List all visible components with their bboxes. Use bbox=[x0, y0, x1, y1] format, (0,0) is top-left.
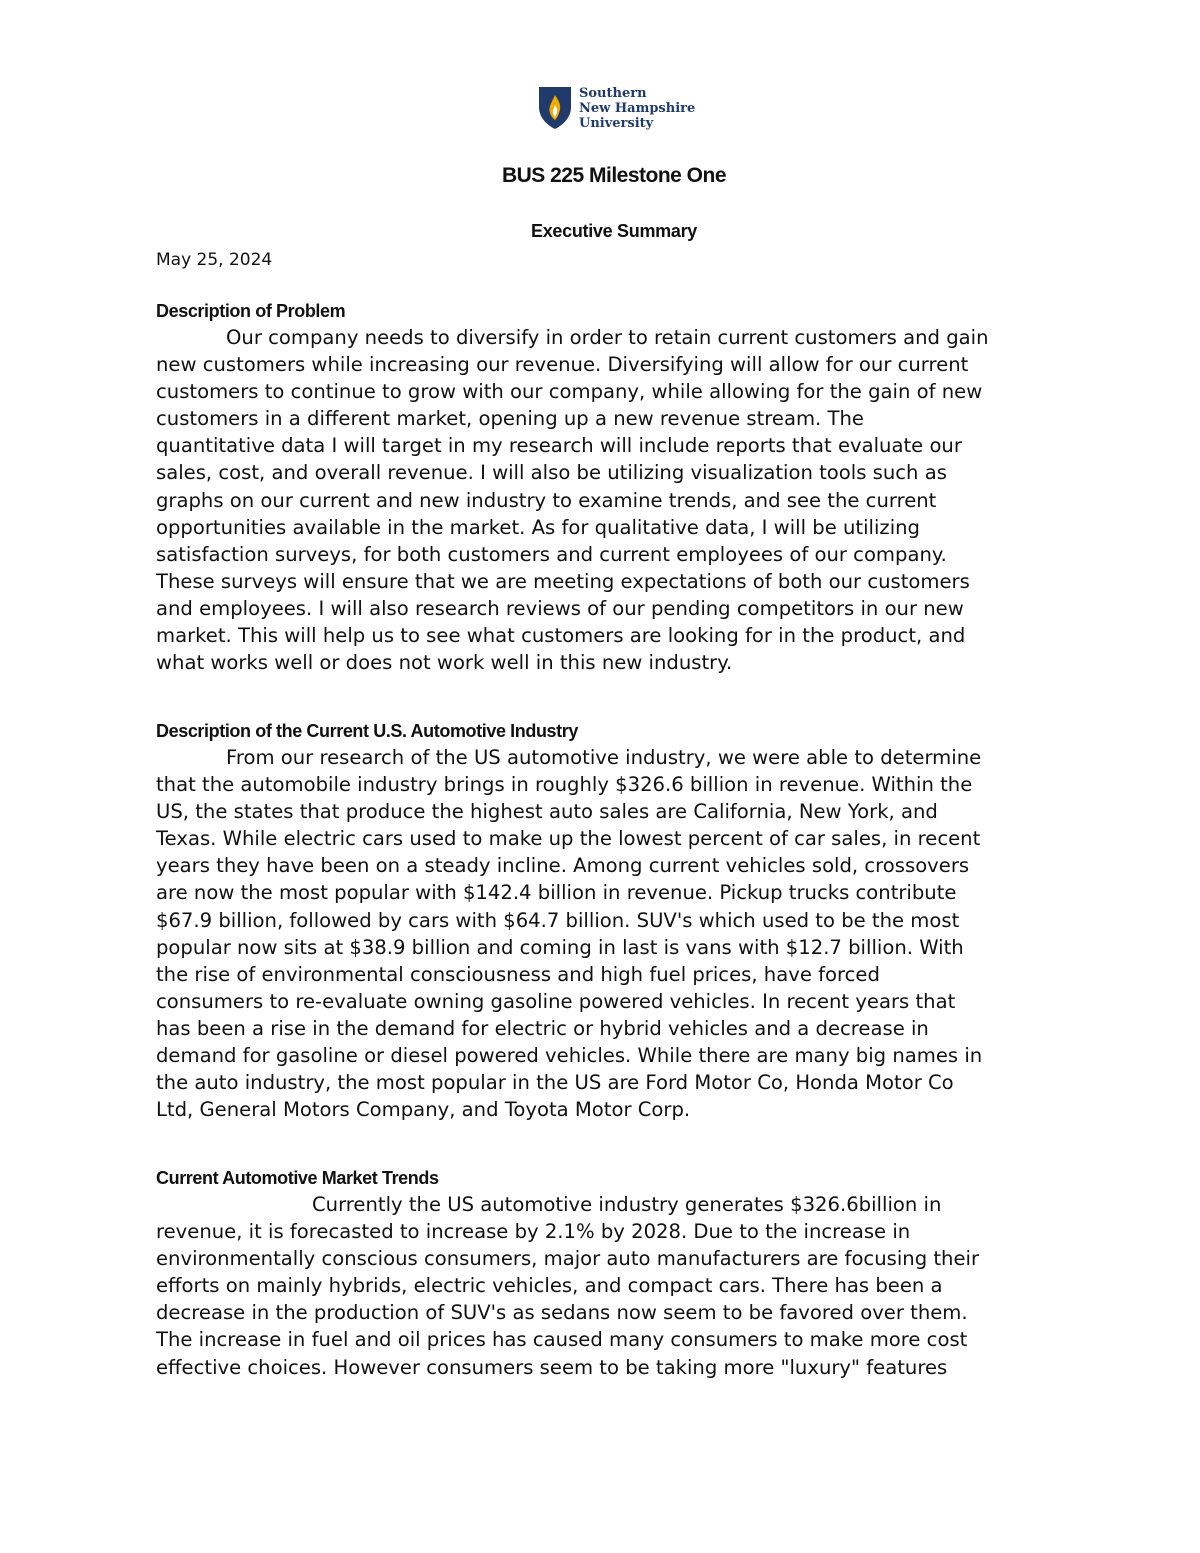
paragraph-line: what works well or does not work well in this new industry. bbox=[156, 651, 733, 675]
section-body-problem bbox=[156, 324, 1076, 676]
logo-line-2: New Hampshire bbox=[579, 100, 696, 116]
document-title: BUS 225 Milestone One bbox=[501, 164, 727, 187]
paragraph-line: customers to continue to grow with our company, while allowing for the gain of new bbox=[156, 380, 983, 404]
paragraph-line: These surveys will ensure that we are meeting expectations of both our customers bbox=[156, 569, 970, 593]
paragraph-line: decrease in the production of SUV's as sedans now seem to be favored over them. bbox=[156, 1301, 968, 1325]
paragraph-line: The increase in fuel and oil prices has caused many consumers to make more cost bbox=[156, 1328, 968, 1352]
paragraph-line: that the automobile industry brings in roughly $326.6 billion in revenue. Within the bbox=[156, 773, 973, 797]
paragraph-line: effective choices. However consumers seem to be taking more "luxury" features bbox=[156, 1355, 948, 1379]
document-date: May 25, 2024 bbox=[156, 250, 273, 270]
paragraph-line: efforts on mainly hybrids, electric vehicles, and compact cars. There has been a bbox=[156, 1274, 943, 1298]
paragraph-line: demand for gasoline or diesel powered vehicles. While there are many big names in bbox=[156, 1044, 983, 1068]
paragraph-line: satisfaction surveys, for both customers and current employees of our company. bbox=[156, 542, 947, 566]
section-body-industry bbox=[156, 744, 1076, 1123]
paragraph-line: years they have been on a steady incline. Among current vehicles sold, crossovers bbox=[156, 854, 970, 878]
paragraph-line: $67.9 billion, followed by cars with $64.7 billion. SUV's which used to be the most bbox=[156, 908, 960, 932]
paragraph-line: consumers to re-evaluate owning gasoline powered vehicles. In recent years that bbox=[156, 989, 956, 1013]
paragraph-line: the auto industry, the most popular in the US are Ford Motor Co, Honda Motor Co bbox=[156, 1071, 954, 1095]
paragraph-line: Ltd, General Motors Company, and Toyota Motor Corp. bbox=[156, 1098, 691, 1122]
paragraph-line: quantitative data I will target in my research will include reports that evaluate our bbox=[156, 434, 962, 458]
paragraph-line: market. This will help us to see what customers are looking for in the product, and bbox=[156, 624, 966, 648]
paragraph-line: graphs on our current and new industry to examine trends, and see the current bbox=[156, 488, 937, 512]
section-heading-problem: Description of Problem bbox=[156, 301, 346, 321]
section-heading-industry: Description of the Current U.S. Automotive Industry bbox=[156, 721, 578, 741]
university-logo bbox=[537, 85, 695, 131]
paragraph-line: customers in a different market, opening up a new revenue stream. The bbox=[156, 407, 864, 431]
section-body-trends bbox=[156, 1191, 1076, 1381]
paragraph-line: are now the most popular with $142.4 billion in revenue. Pickup trucks contribute bbox=[156, 881, 957, 905]
paragraph-line: new customers while increasing our revenue. Diversifying will allow for our current bbox=[156, 353, 969, 377]
paragraph-line: Currently the US automotive industry generates $326.6billion in bbox=[312, 1193, 942, 1216]
paragraph-line: Our company needs to diversify in order to retain current customers and gain bbox=[226, 326, 989, 349]
paragraph-line: From our research of the US automotive industry, we were able to determine bbox=[226, 746, 982, 769]
paragraph-line: has been a rise in the demand for electric or hybrid vehicles and a decrease in bbox=[156, 1016, 929, 1040]
shield-flame-icon bbox=[537, 85, 573, 131]
paragraph-line: the rise of environmental consciousness and high fuel prices, have forced bbox=[156, 962, 880, 986]
paragraph-line: Texas. While electric cars used to make up the lowest percent of car sales, in recent bbox=[156, 827, 981, 851]
logo-wordmark bbox=[579, 86, 695, 131]
paragraph-line: sales, cost, and overall revenue. I will also be utilizing visualization tools such as bbox=[156, 461, 947, 485]
document-subtitle: Executive Summary bbox=[531, 221, 697, 241]
paragraph-line: opportunities available in the market. As for qualitative data, I will be utilizing bbox=[156, 515, 920, 539]
section-heading-trends: Current Automotive Market Trends bbox=[156, 1168, 439, 1188]
paragraph-line: environmentally conscious consumers, major auto manufacturers are focusing their bbox=[156, 1247, 980, 1271]
paragraph-line: popular now sits at $38.9 billion and coming in last is vans with $12.7 billion. With bbox=[156, 935, 964, 959]
paragraph-line: and employees. I will also research reviews of our pending competitors in our new bbox=[156, 596, 964, 620]
paragraph-line: revenue, it is forecasted to increase by 2.1% by 2028. Due to the increase in bbox=[156, 1220, 911, 1244]
paragraph-line: US, the states that produce the highest auto sales are California, New York, and bbox=[156, 800, 938, 824]
logo-line-1: Southern bbox=[579, 85, 647, 101]
logo-line-3: University bbox=[579, 115, 654, 131]
